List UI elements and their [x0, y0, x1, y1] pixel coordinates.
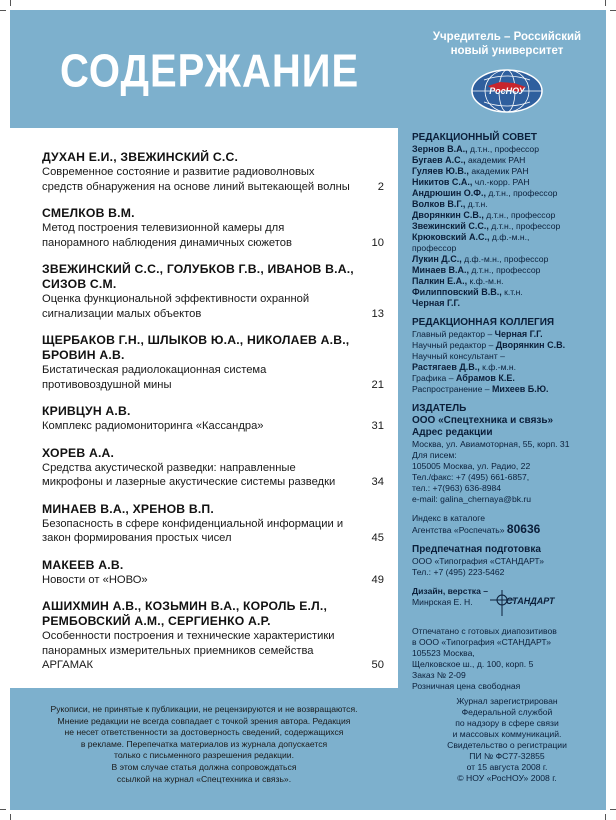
- council-member: [412, 166, 602, 177]
- board-line: [412, 329, 602, 340]
- board-line: [412, 340, 602, 351]
- member-role: д.т.н., профессор: [488, 221, 561, 231]
- toc-entry-page: 34: [371, 476, 384, 488]
- prepress: [412, 544, 602, 578]
- catalog-label: Индекс в каталоге: [412, 513, 485, 523]
- toc-entry-authors: СМЕЛКОВ В.М.: [42, 206, 135, 220]
- toc-entry-authors: ЩЕРБАКОВ Г.Н., ШЛЫКОВ Ю.А., НИКОЛАЕВ А.В., БРОВИН А.В.: [42, 333, 350, 362]
- member-name: Дворянкин С.В.,: [412, 210, 484, 220]
- publisher-heading: ИЗДАТЕЛЬ: [412, 403, 467, 414]
- toc-entry-title: Новости от «НОВО»: [42, 573, 148, 586]
- publisher-line: тел.: +7(963) 636-8984: [412, 483, 502, 493]
- member-name: Минаев В.А.,: [412, 265, 470, 275]
- member-name: Андрюшин О.Ф.,: [412, 188, 486, 198]
- member-role: д.т.н., профессор: [469, 265, 541, 275]
- toc-entry-page: 31: [371, 420, 384, 432]
- catalog-index: [412, 513, 602, 536]
- address-heading: Адрес редакции: [412, 427, 493, 438]
- council-member: [412, 155, 602, 166]
- publisher-line: Для писем:: [412, 450, 457, 460]
- board-name: Черная Г.Г.: [494, 329, 543, 339]
- board-heading: РЕДАКЦИОННАЯ КОЛЛЕГИЯ: [412, 317, 555, 328]
- printing-line: 105523 Москва,: [412, 648, 475, 658]
- registration-line: Федеральной службой: [461, 707, 553, 717]
- catalog-agency-line: [412, 524, 602, 536]
- toc-entry-authors: КРИВЦУН А.В.: [42, 404, 131, 418]
- design-label: Дизайн, верстка –: [412, 586, 489, 596]
- board-degree: к.ф.-м.н.: [479, 362, 517, 372]
- logo-text: РосНОУ: [489, 86, 525, 96]
- toc-entry: [42, 404, 388, 434]
- member-name: Зернов В.А.,: [412, 144, 468, 154]
- member-name: Лукин Д.С.,: [412, 254, 462, 264]
- disclaimer-line: Рукописи, не принятые к публикации, не рецензируются и не возвращаются.: [50, 704, 358, 714]
- board-role: Графика –: [412, 373, 456, 383]
- council-member: [412, 188, 602, 199]
- editorial-council: [412, 132, 602, 309]
- board-role: Распространение –: [412, 384, 492, 394]
- imprint-column: [408, 10, 606, 810]
- council-member: [412, 144, 602, 155]
- member-role: профессор: [412, 243, 457, 253]
- toc-entry: [42, 262, 388, 321]
- council-member: [412, 210, 602, 221]
- board-role: Главный редактор –: [412, 329, 495, 339]
- toc-entry-authors: МИНАЕВ В.А., ХРЕНОВ В.П.: [42, 501, 214, 516]
- member-name: Волков В.Г.,: [412, 199, 466, 209]
- printing-line: Заказ № 2-09: [412, 670, 466, 680]
- board-line: [412, 362, 602, 373]
- council-member: [412, 287, 602, 298]
- toc-list: [42, 150, 388, 673]
- publisher-line: Москва, ул. Авиамоторная, 55, корп. 31: [412, 439, 570, 449]
- member-name: Филипповский В.В.,: [412, 287, 502, 297]
- toc-entry-title: Безопасность в сфере конфиденциальной информации и закон формирования простых чисел: [42, 517, 344, 544]
- council-member: [412, 199, 602, 210]
- member-name: Черная Г.Г.: [412, 298, 460, 308]
- crop-mark: [10, 0, 11, 6]
- crop-mark: [0, 809, 6, 810]
- founder-line: Учредитель – Российский: [432, 31, 582, 43]
- toc-entry-page: 45: [371, 532, 384, 544]
- toc-entry-authors: ДУХАН Е.И., ЗВЕЖИНСКИЙ С.С.: [42, 150, 239, 164]
- publisher-line: 105005 Москва, ул. Радио, 22: [412, 461, 531, 471]
- crop-mark: [605, 814, 606, 820]
- publisher-line: e-mail: galina_chernaya@bk.ru: [412, 494, 532, 504]
- toc-entry: [42, 150, 388, 194]
- toc-entry-authors: ЗВЕЖИНСКИЙ С.С., ГОЛУБКОВ Г.В., ИВАНОВ В.А., СИЗОВ С.М.: [42, 262, 354, 291]
- council-member: [412, 243, 602, 254]
- registration-line: © НОУ «РосНОУ» 2008 г.: [457, 773, 557, 783]
- council-member: [412, 177, 602, 188]
- founder-line: новый университет: [450, 45, 564, 57]
- founder: [412, 30, 602, 58]
- board-name: Абрамов К.Е.: [455, 373, 515, 383]
- member-role: академик РАН: [465, 155, 526, 165]
- crop-mark: [605, 0, 606, 6]
- disclaimer-line: В этом случае статья должна сопровождаться: [111, 761, 297, 772]
- board-line: [412, 384, 602, 395]
- crop-mark: [610, 809, 616, 810]
- toc-entry: [42, 333, 388, 392]
- toc-entry-title: Особенности построения и технические характеристики панорамных измерительных приемников семейства АРГАМАК: [42, 630, 335, 671]
- toc-entry-page: 49: [371, 573, 384, 586]
- printing-lines: [412, 626, 602, 692]
- disclaimer-line: в рекламе. Перепечатка материалов из журнала допускается: [80, 738, 328, 749]
- member-role: чл.-корр. РАН: [472, 177, 530, 187]
- member-role: д.т.н.: [465, 199, 488, 209]
- publisher: [412, 403, 602, 505]
- printing-line: Отпечатано с готовых диапозитивов: [412, 626, 557, 636]
- registration-line: по надзору в сфере связи: [455, 718, 559, 728]
- member-role: д.т.н., профессор: [483, 210, 556, 220]
- toc-entry-title: Средства акустической разведки: направленные микрофоны и лазерные акустические системы разведки: [42, 461, 336, 488]
- council-member: [412, 276, 602, 287]
- member-role: д.ф.-м.н.,: [489, 232, 530, 242]
- publisher-contacts: [412, 439, 602, 505]
- page: [10, 10, 606, 810]
- registration-line: и массовых коммуникаций.: [452, 729, 562, 739]
- toc-entry-page: 21: [371, 378, 384, 391]
- design-credit: [412, 586, 602, 616]
- member-role: д.ф.-м.н., профессор: [461, 254, 549, 264]
- registration-line: Журнал зарегистрирован: [456, 696, 558, 706]
- board-role: Научный редактор –: [412, 340, 496, 350]
- disclaimer-line: ссылкой на журнал «Спецтехника и связь».: [116, 773, 292, 784]
- editorial-board: [412, 317, 602, 395]
- disclaimer-line: не несет ответственности за достоверность сведений, содержащихся: [64, 727, 344, 738]
- council-member: [412, 265, 602, 276]
- board-name: Дворянкин С.В.: [495, 340, 566, 350]
- crop-mark: [0, 10, 6, 11]
- prepress-phone: Тел.: +7 (495) 223-5462: [412, 567, 505, 577]
- rosnou-logo: [470, 68, 544, 114]
- member-name: Никитов С.А.,: [412, 177, 473, 187]
- board-line: [412, 351, 602, 362]
- toc-entry-title: Комплекс радиомониторинга «Кассандра»: [42, 420, 264, 432]
- printing-line: Розничная цена свободная: [412, 681, 521, 691]
- catalog-agency: Агентства «Роспечать»: [412, 525, 507, 535]
- council-member: [412, 298, 602, 309]
- printing-line: Щелковское ш., д. 100, корп. 5: [412, 659, 534, 669]
- member-name: Гуляев Ю.В.,: [412, 166, 469, 176]
- member-name: Звежинский С.С.,: [412, 221, 489, 231]
- toc-entry: [42, 446, 388, 490]
- registration-line: ПИ № ФС77-32855: [469, 751, 545, 761]
- toc-entry-title: Оценка функциональной эффективности охранной сигнализации малых объектов: [42, 293, 310, 320]
- toc-entry-authors: АШИХМИН А.В., КОЗЬМИН В.А., КОРОЛЬ Е.Л., РЕМБОВСКИЙ А.М., СЕРГИЕНКО А.Р.: [42, 599, 328, 628]
- disclaimer: [10, 704, 398, 785]
- board-line: [412, 373, 602, 384]
- page-title: СОДЕРЖАНИЕ: [60, 46, 360, 97]
- member-role: д.т.н., профессор: [467, 144, 539, 154]
- prepress-heading: Предпечатная подготовка: [412, 544, 541, 555]
- printing-info: [412, 626, 602, 692]
- catalog-index-number: 80636: [506, 522, 541, 536]
- standart-logo-text: СТАНДАРТ: [506, 596, 555, 606]
- toc-entry-page: 10: [371, 236, 384, 249]
- disclaimer-line: Мнение редакции не всегда совпадает с точкой зрения автора. Редакция: [57, 715, 351, 726]
- toc-entry-page: 13: [371, 307, 384, 320]
- board-name: Растягаев Д.В.,: [412, 362, 480, 372]
- toc-entry-page: 2: [377, 180, 384, 193]
- crop-mark: [10, 814, 11, 820]
- toc-entry-title: Бистатическая радиолокационная система противовоздушной мины: [42, 364, 267, 391]
- toc-entry-authors: МАКЕЕВ А.В.: [42, 557, 124, 572]
- member-name: Бугаев А.С.,: [412, 155, 466, 165]
- registration-lines: [412, 696, 602, 784]
- disclaimer-line: только с письменного разрешения редакции.: [114, 750, 294, 761]
- board-role: Научный консультант –: [412, 351, 505, 361]
- contents-header: [10, 10, 398, 128]
- board-name: Михеев Б.Ю.: [491, 384, 549, 394]
- publisher-name: ООО «Спецтехника и связь»: [412, 415, 554, 426]
- toc-entry: [42, 558, 388, 588]
- registration-info: [412, 696, 602, 784]
- toc-entry-authors: ХОРЕВ А.А.: [42, 445, 115, 460]
- council-member: [412, 221, 602, 232]
- toc-entry: [42, 599, 388, 673]
- publisher-line: Тел./факс: +7 (495) 661-6857,: [412, 472, 530, 482]
- council-heading: РЕДАКЦИОННЫЙ СОВЕТ: [412, 132, 538, 143]
- table-of-contents: [10, 128, 398, 688]
- member-role: академик РАН: [468, 166, 529, 176]
- member-role: д.т.н., профессор: [486, 188, 558, 198]
- printing-line: в ООО «Типография «СТАНДАРТ»: [412, 637, 552, 647]
- prepress-company: ООО «Типография «СТАНДАРТ»: [412, 556, 545, 566]
- standart-logo: [490, 590, 555, 616]
- toc-entry-page: 50: [371, 659, 384, 671]
- disclaimer-lines: [10, 704, 398, 785]
- crop-mark: [610, 10, 616, 11]
- member-name: Крюковский А.С.,: [412, 232, 490, 242]
- council-member: [412, 232, 602, 243]
- board-members: [412, 329, 602, 395]
- member-name: Палкин Е.А.,: [412, 276, 468, 286]
- member-role: к.т.н.: [501, 287, 523, 297]
- toc-entry: [42, 502, 388, 546]
- council-member: [412, 254, 602, 265]
- toc-entry-title: Современное состояние и развитие радиоволновых средств обнаружения на основе линий вытекающей волны: [42, 166, 350, 193]
- design-name: Минрская Е. Н.: [412, 597, 473, 607]
- registration-line: Свидетельство о регистрации: [447, 740, 567, 750]
- toc-entry: [42, 206, 388, 250]
- toc-entry-title: Метод построения телевизионной камеры для панорамного наблюдения динамичных сюжетов: [42, 222, 292, 249]
- council-members: [412, 144, 602, 309]
- member-role: к.ф.-м.н.: [467, 276, 504, 286]
- registration-line: от 15 августа 2008 г.: [466, 762, 548, 772]
